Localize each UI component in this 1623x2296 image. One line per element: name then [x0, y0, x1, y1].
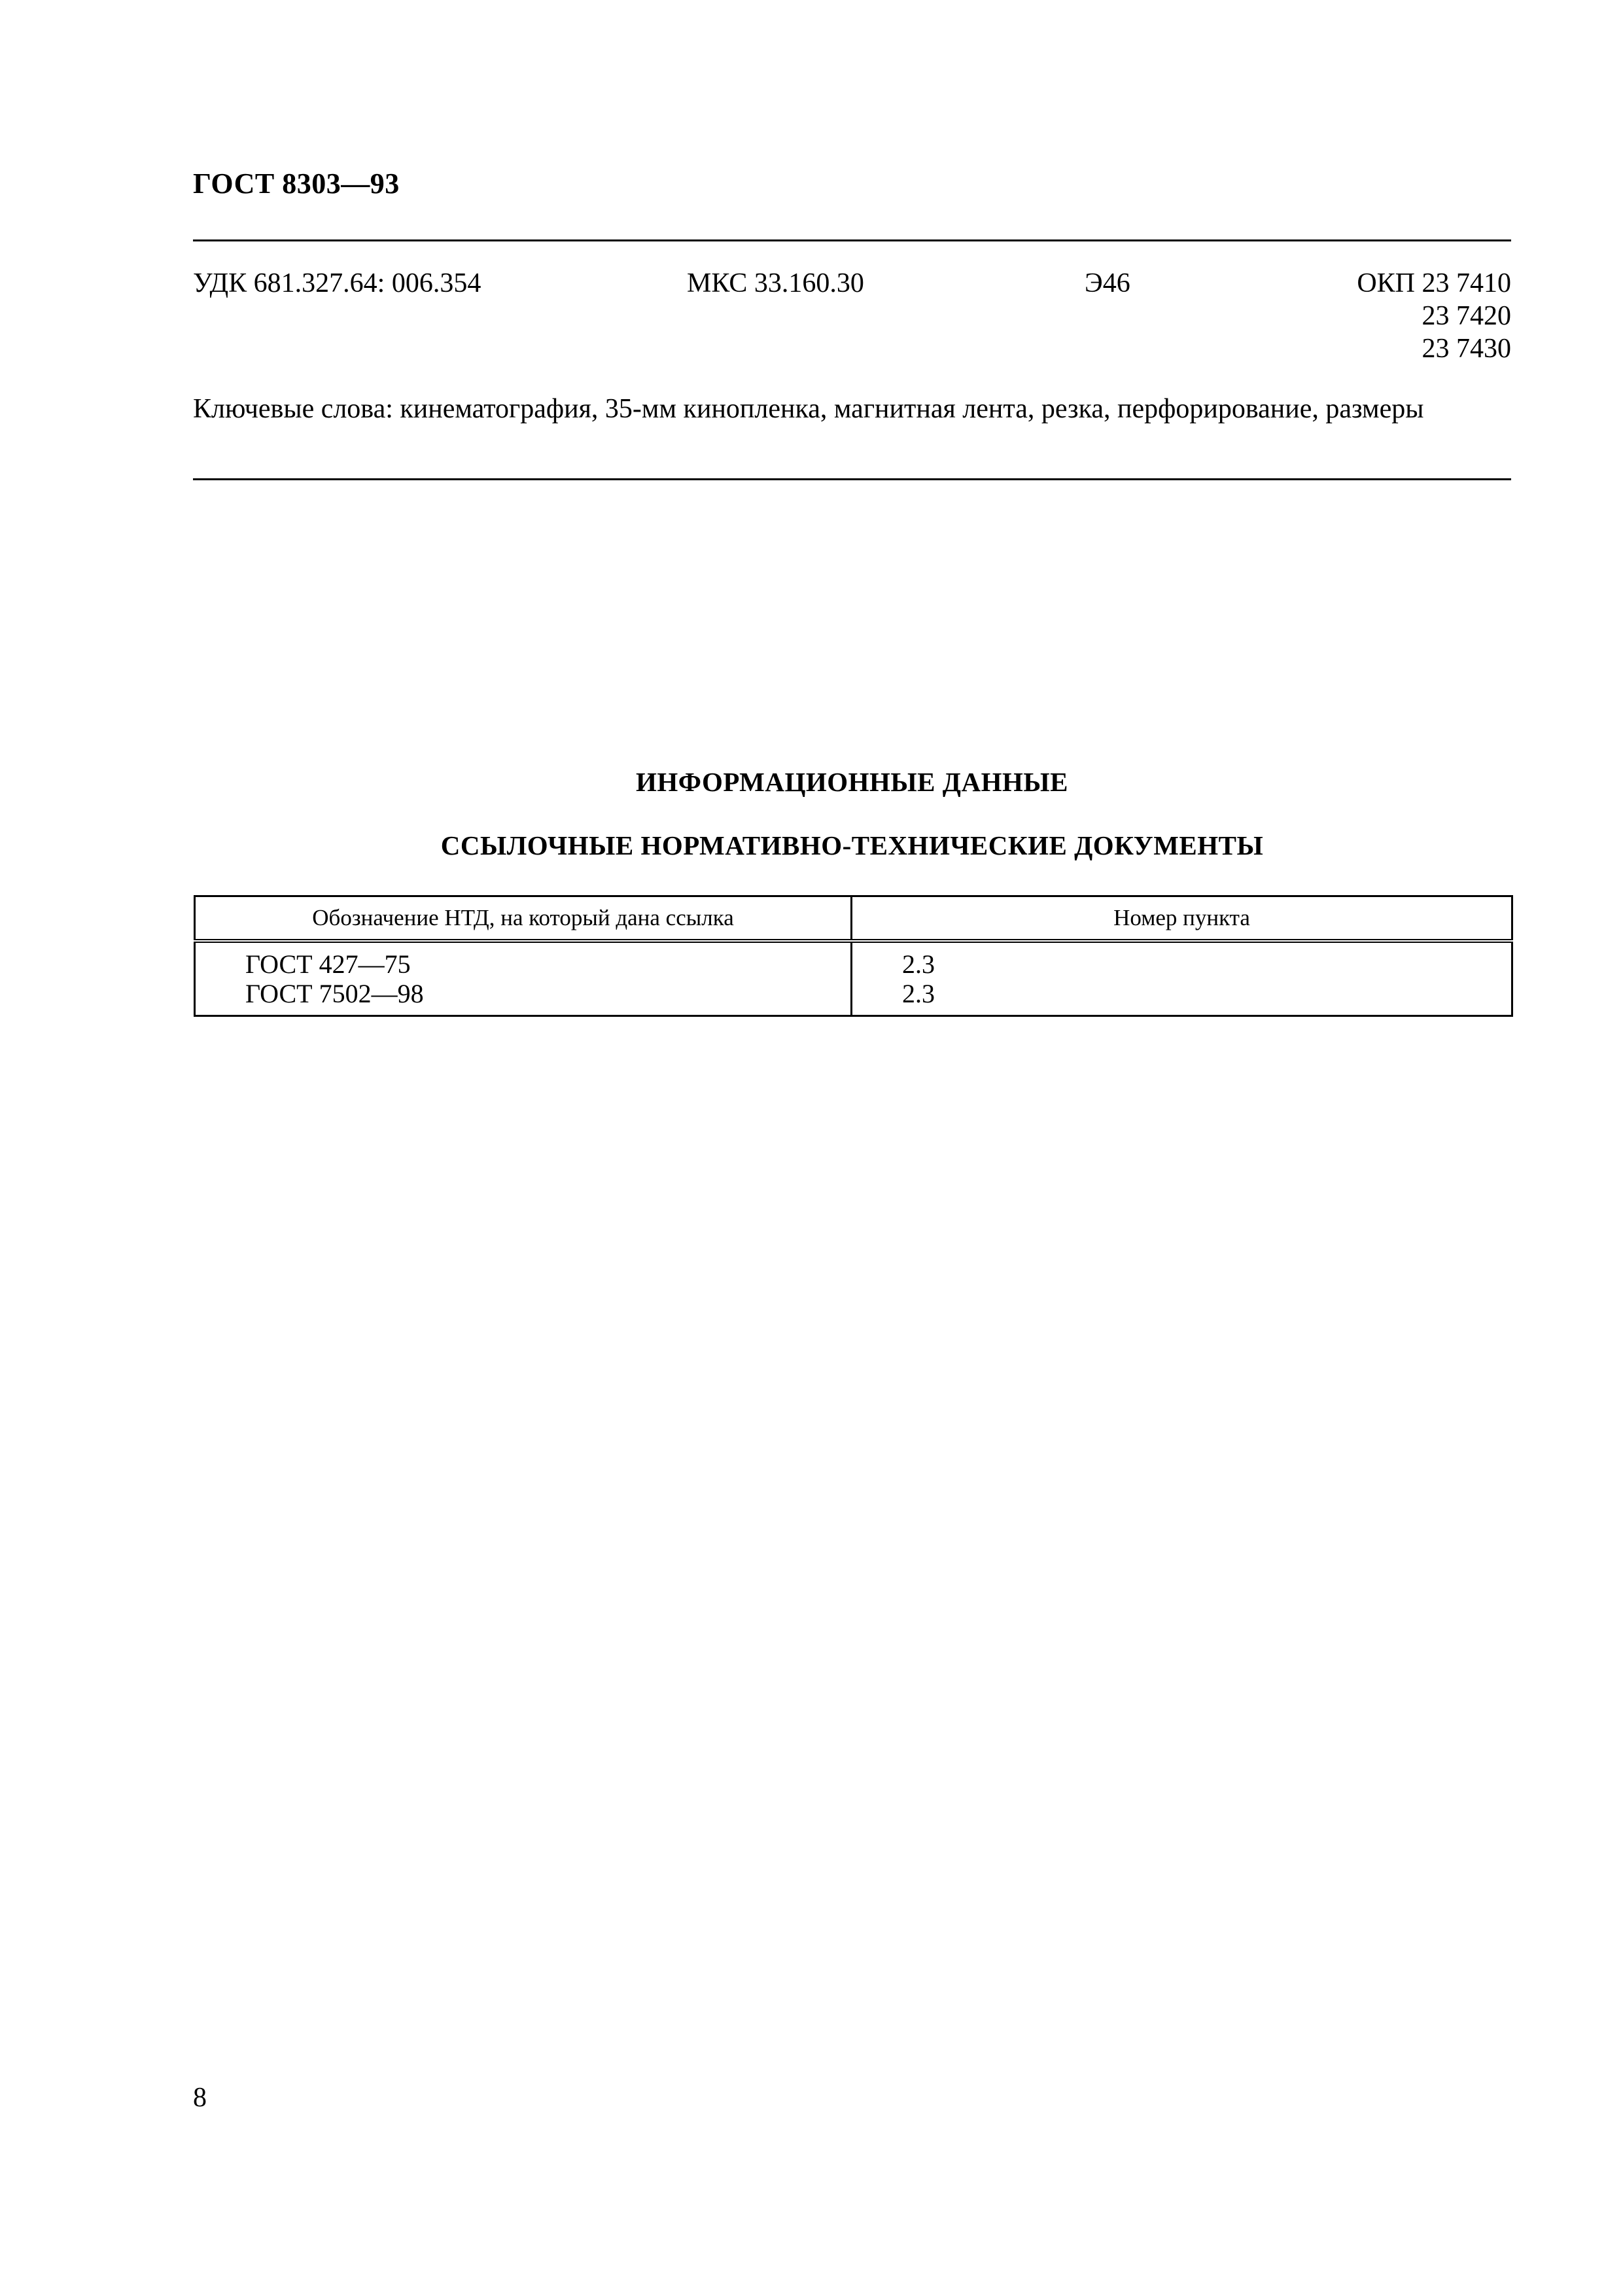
- reference-document: ГОСТ 7502—98: [195, 979, 852, 1016]
- page-number: 8: [193, 2083, 207, 2113]
- okp-line: 23 7420: [1422, 301, 1511, 331]
- bottom-divider: [193, 478, 1511, 480]
- table-header-row: [195, 896, 1512, 942]
- column-header-clause: Номер пункта: [852, 896, 1512, 942]
- reference-document: ГОСТ 427—75: [195, 941, 852, 979]
- top-divider: [193, 239, 1511, 241]
- info-title: ИНФОРМАЦИОННЫЕ ДАННЫЕ: [636, 767, 1068, 797]
- document-code: ГОСТ 8303—93: [193, 168, 400, 200]
- column-header-document: Обозначение НТД, на который дана ссылка: [195, 896, 852, 942]
- mks-code: МКС 33.160.30: [687, 268, 864, 298]
- keywords-paragraph: Ключевые слова: кинематография, 35-мм кинопленка, магнитная лента, резка, перфорирование, размеры: [193, 394, 1424, 424]
- okp-line: 23 7430: [1422, 334, 1511, 364]
- group-code: Э46: [1085, 268, 1130, 298]
- reference-clause: 2.3: [902, 949, 935, 979]
- udk-code: УДК 681.327.64: 006.354: [193, 268, 481, 298]
- table-row: [195, 941, 1512, 979]
- okp-line: ОКП 23 7410: [1357, 268, 1511, 298]
- references-title: ССЫЛОЧНЫЕ НОРМАТИВНО-ТЕХНИЧЕСКИЕ ДОКУМЕНТЫ: [440, 830, 1264, 860]
- okp-codes: [1276, 267, 1511, 365]
- references-table: [194, 895, 1513, 1017]
- reference-clause: 2.3: [902, 979, 935, 1008]
- table-row: [195, 979, 1512, 1016]
